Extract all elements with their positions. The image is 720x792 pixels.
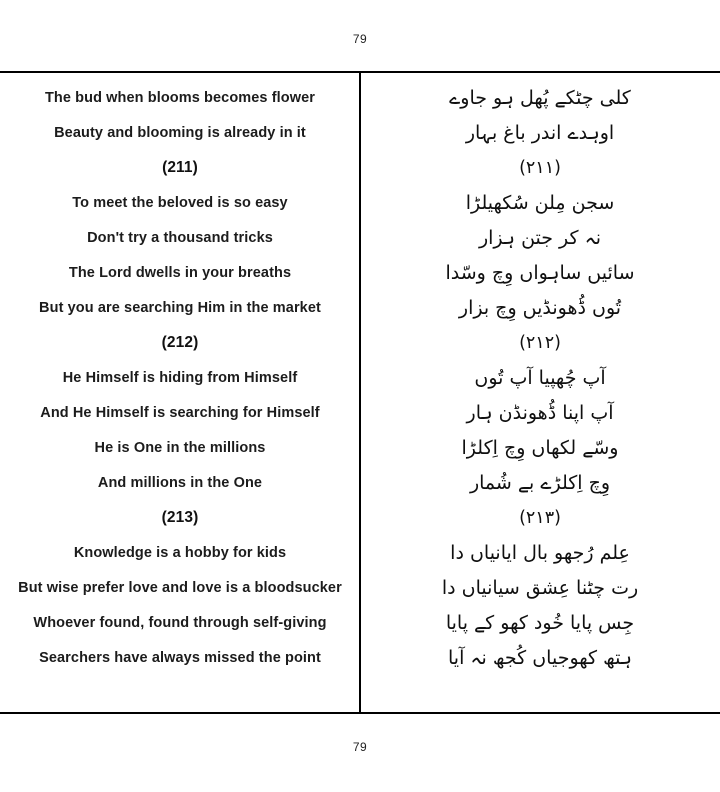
urdu-verse-line: وِچ اِکلڑے بے شُمار [469,471,611,494]
english-verse-line: He is One in the millions [94,439,266,456]
english-verse-line: Whoever found, found through self-giving [33,614,327,631]
urdu-verse-line: عِلم رُجھو بال ایانیاں دا [450,541,630,564]
stanza-number-urdu: (۲۱۲) [519,332,561,353]
stanza-number-english: (212) [161,333,199,351]
english-verse-line: To meet the beloved is so easy [72,194,288,211]
urdu-verse-line: اوہدے اندر باغ بہار [465,121,615,144]
english-verse-line: The bud when blooms becomes flower [44,89,316,106]
urdu-verse-line: تُوں ڈُھونڈیں وِچ بزار [458,296,622,319]
urdu-verse-line: آپ اپنا ڈُھونڈن ہار [466,401,614,424]
page-number-bottom: 79 [352,740,368,754]
bottom-rule [0,712,720,714]
english-verse-line: But you are searching Him in the market [39,299,321,316]
column-divider [359,71,361,714]
english-verse-line: And millions in the One [97,474,263,491]
english-verse-line: And He Himself is searching for Himself [40,404,320,421]
urdu-verse-line: وسّے لکھاں وِچ اِکلڑا [461,436,619,459]
stanza-number-urdu: (۲۱۳) [519,507,561,528]
urdu-verse-line: سجن مِلن سُکھیلڑا [465,191,615,214]
urdu-verse-line: ہتھ کھوجیاں کُجھ نہ آیا [448,646,632,669]
english-verse-line: The Lord dwells in your breaths [68,264,292,281]
english-verse-line: Searchers have always missed the point [39,649,321,666]
stanza-number-english: (211) [162,158,198,176]
stanza-number-english: (213) [161,508,199,526]
urdu-verse-line: کلی چٹکے پُھل ہو جاوے [449,86,631,109]
english-verse-line: Don't try a thousand tricks [87,229,273,246]
stanza-number-urdu: (۲۱۱) [519,157,561,178]
english-verse-line: But wise prefer love and love is a bloodsucker [18,579,342,596]
english-column [0,73,360,712]
urdu-verse-line: سائیں ساہواں وِچ وسّدا [445,261,635,284]
english-verse-line: He Himself is hiding from Himself [62,369,298,386]
english-verse-line: Beauty and blooming is already in it [54,124,306,141]
urdu-verse-line: نہ کر جتن ہزار [478,226,602,249]
english-verse-line: Knowledge is a hobby for kids [73,544,287,561]
urdu-column [360,73,720,712]
urdu-verse-line: رت چٹنا عِشق سیانیاں دا [441,576,639,599]
urdu-verse-line: جِس پایا خُود کھو کے پایا [445,611,635,634]
urdu-verse-line: آپ چُھپیا آپ تُوں [474,366,606,389]
page-number-top: 79 [352,32,368,46]
